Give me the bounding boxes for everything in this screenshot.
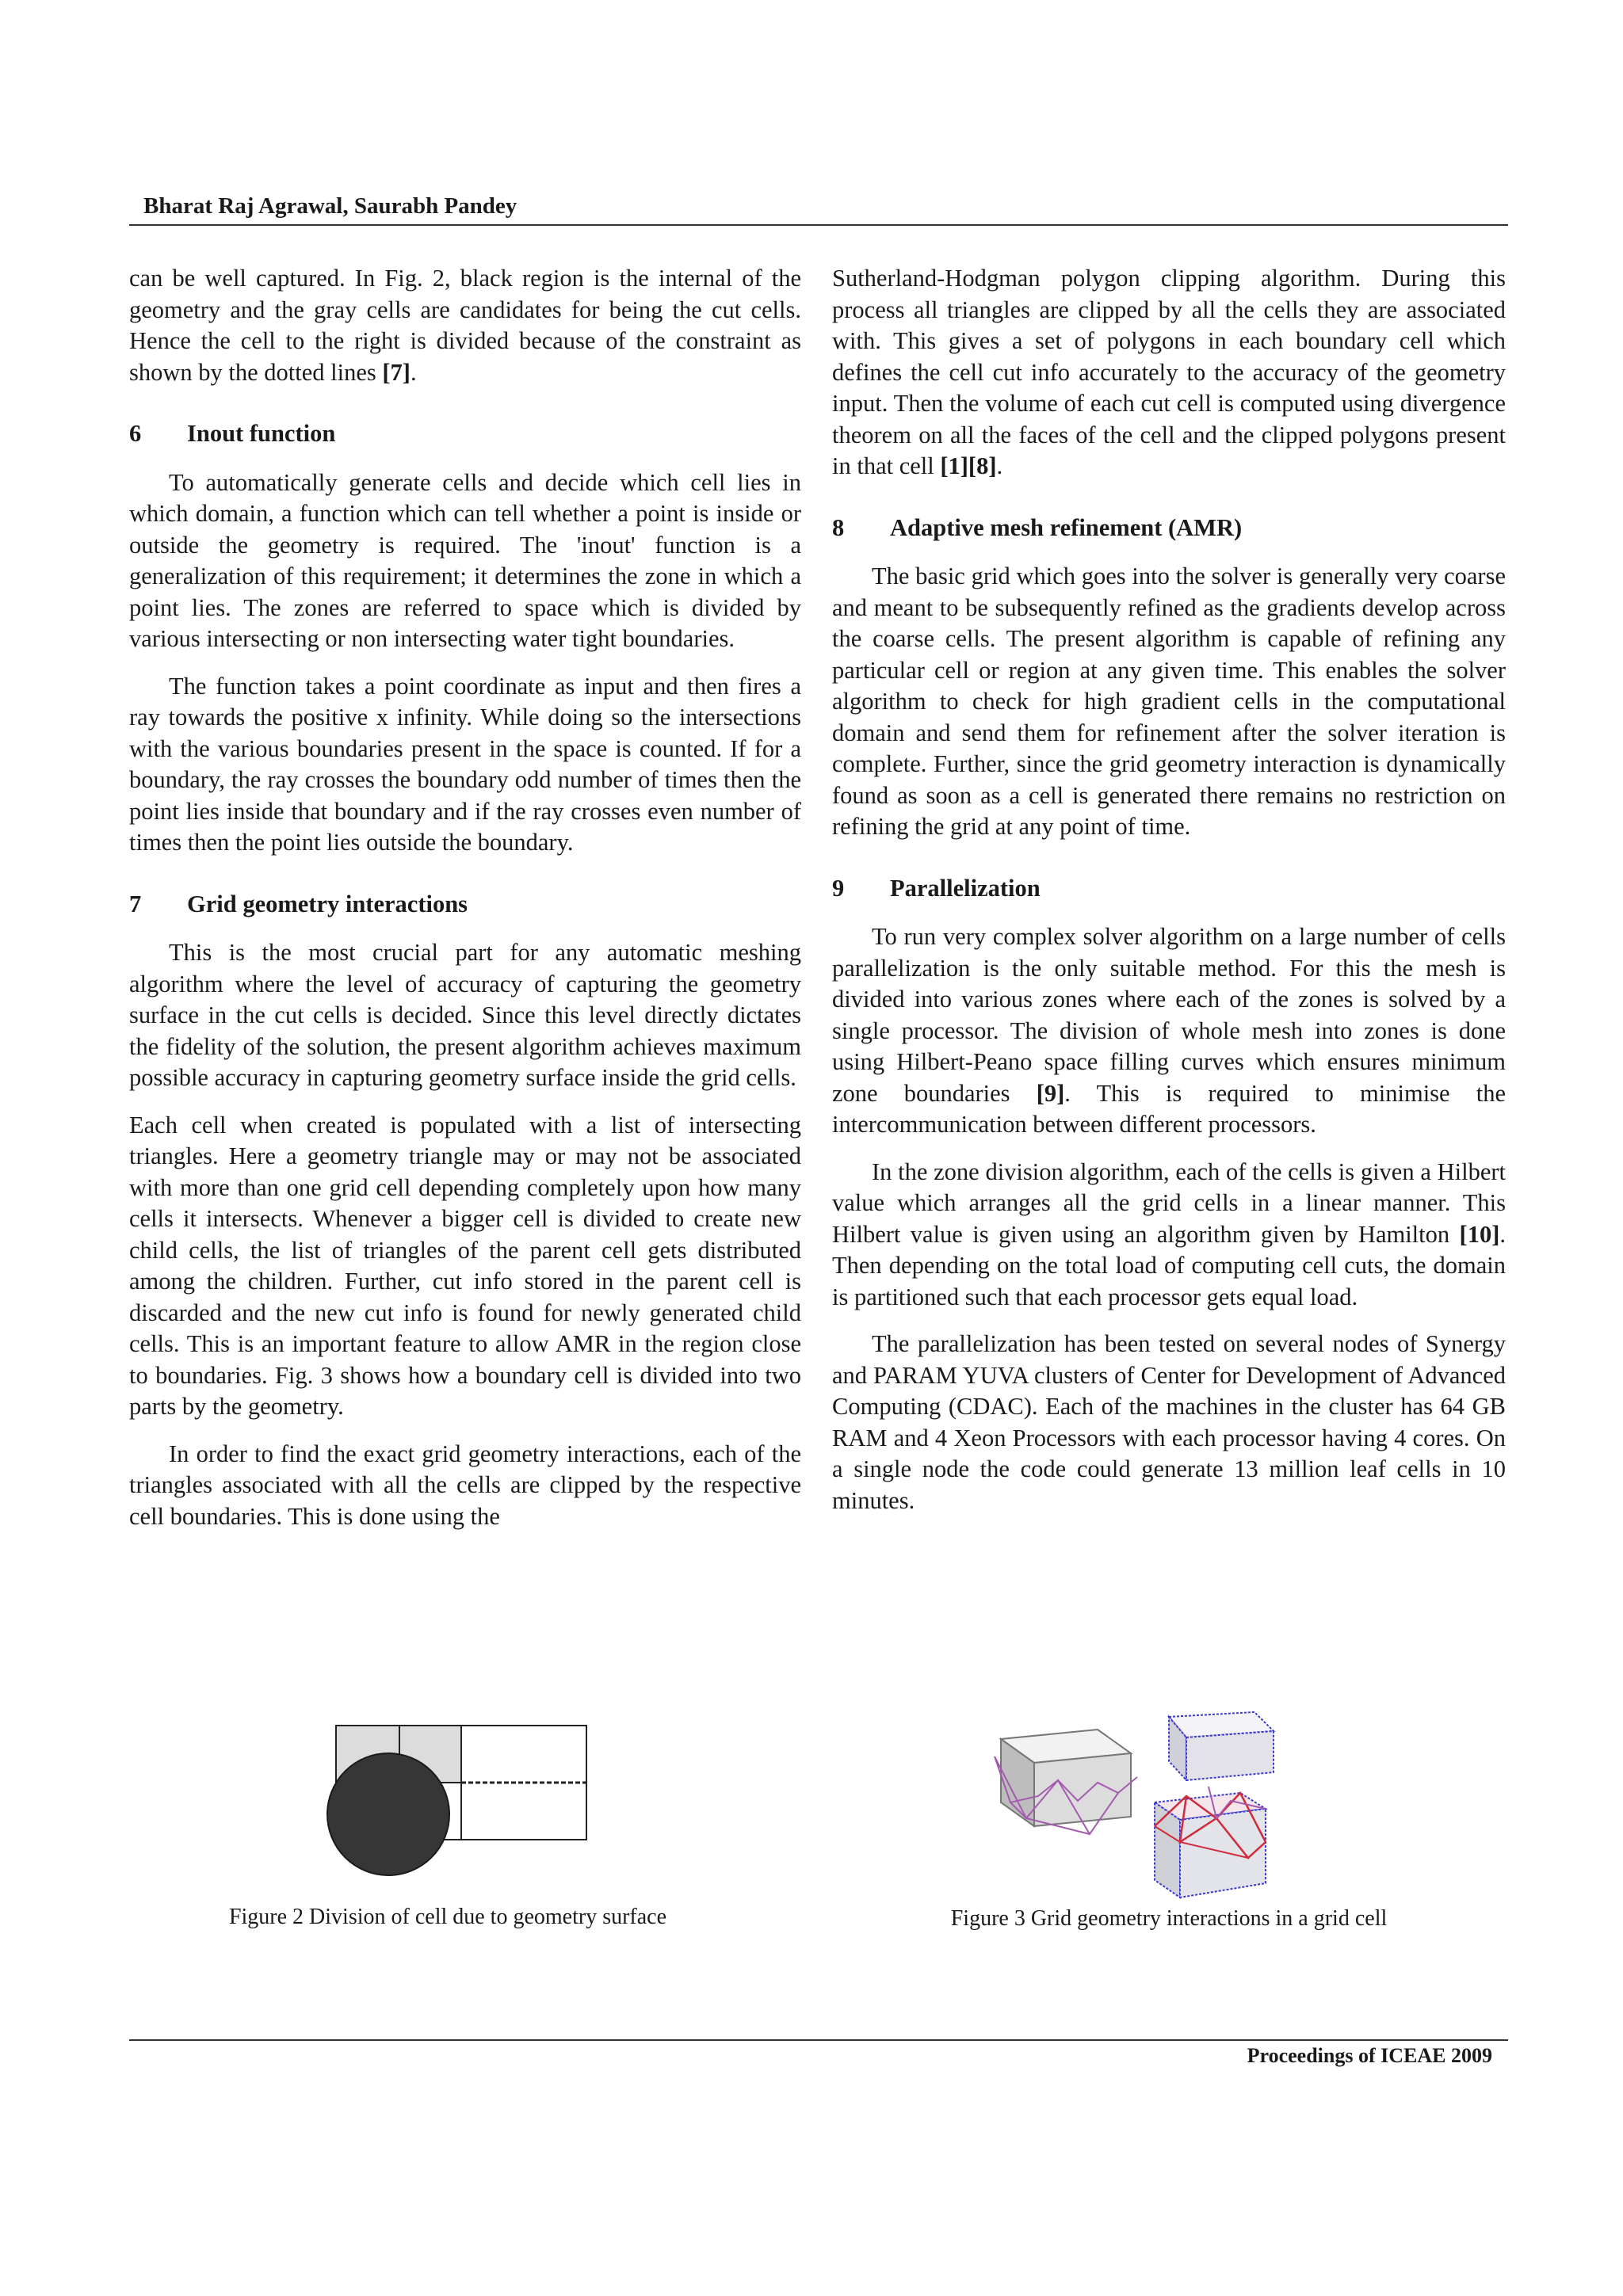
citation: [7] xyxy=(382,358,411,386)
clipped-cell-bottom xyxy=(1155,1787,1266,1897)
boundary-cell-cube-left xyxy=(995,1730,1137,1834)
continuation-paragraph: Sutherland-Hodgman polygon clipping algorithm. During this process all triangles are clipped by all the cells they are associated with. This gives a set of polygons in each boundary cell which defines the cell cut info accurately to the accuracy of the geometry input. Then the volume of each cut cell is computed using divergence theorem on all the faces of the cell and the clipped polygons present in that cell [1][8]. xyxy=(832,265,1506,479)
section-8-paragraph-1: The basic grid which goes into the solver is generally very coarse and meant to be subsequently refined as the gradients develop across the coarse cells. The present algorithm is capable of refining any particular cell or region at any given time. This enables the solver algorithm to check for high gradient cells in the computational domain and send them for refinement after the solver iteration is complete. Further, since the grid geometry interaction is dynamically found as soon as a cell is generated there remains no restriction on refining the grid at any point of time. xyxy=(832,563,1506,840)
section-7-heading: 7 Grid geometry interactions xyxy=(129,890,468,917)
section-6-heading: 6 Inout function xyxy=(129,420,336,447)
figure-2-diagram xyxy=(301,1719,594,1901)
section-9-paragraph-2: In the zone division algorithm, each of the cells is given a Hilbert value which arranges all the grid cells in a linear manner. This Hilbert value is given using an algorithm given by Hamilton [10]. Then depending on the total load of computing cell cuts, the domain is partitioned such that each processor gets equal load. xyxy=(832,1158,1506,1310)
section-7-paragraph-3: In order to find the exact grid geometry interactions, each of the triangles associated with all the cells are clipped by the respective cell boundaries. This is done using the xyxy=(129,1440,801,1530)
section-6-paragraph-1: To automatically generate cells and decide which cell lies in which domain, a function which can tell whether a point is inside or outside the geometry is required. The 'inout' function is a generalization of this requirement; it determines the zone in which a point lies. The zones are referred to space which is divided by various intersecting or non intersecting water tight boundaries. xyxy=(129,468,801,652)
section-6-paragraph-2: The function takes a point coordinate as input and then fires a ray towards the positive x infinity. While doing so the intersections with the various boundaries present in the space is counted. If for a boundary, the ray crosses the boundary odd number of times then the point lies inside that boundary and if the ray crosses even number of times then the point lies outside the boundary. xyxy=(129,672,801,856)
running-footer: Proceedings of ICEAE 2009 xyxy=(1247,2044,1492,2067)
figure-3-diagram xyxy=(979,1707,1351,1905)
citation: [10] xyxy=(1459,1220,1500,1248)
citation: [9] xyxy=(1036,1079,1065,1107)
right-column xyxy=(832,263,1506,1516)
figure-2-caption: Figure 2 Division of cell due to geometry surface xyxy=(228,1905,667,1929)
footer-rule xyxy=(129,2039,1508,2041)
section-9-paragraph-1: To run very complex solver algorithm on a large number of cells parallelization is the only suitable method. For this the mesh is divided into various zones where each of the zones is solved by a single processor. The division of whole mesh into zones is done using Hilbert-Peano space filling curves which ensures minimum zone boundaries [9]. This is required to minimise the intercommunication between different processors. xyxy=(832,923,1506,1138)
geometry-circle xyxy=(327,1753,449,1875)
clipped-cell-top xyxy=(1169,1712,1274,1780)
running-header: Bharat Raj Agrawal, Saurabh Pandey xyxy=(143,193,517,219)
section-9-heading: 9 Parallelization xyxy=(832,874,1041,902)
header-rule xyxy=(129,224,1508,226)
section-8-heading: 8 Adaptive mesh refinement (AMR) xyxy=(832,513,1243,541)
citation: [1][8] xyxy=(940,452,997,479)
intro-paragraph: can be well captured. In Fig. 2, black region is the internal of the geometry and the gray cells are candidates for being the cut cells. Hence the cell to the right is divided because of the constraint as shown by the dotted lines [7]. xyxy=(129,265,801,386)
section-7-paragraph-2: Each cell when created is populated with a list of intersecting triangles. Here a geometry triangle may or may not be associated with more than one grid cell depending completely upon how many cells it intersects. Whenever a bigger cell is divided to create new child cells, the list of triangles of the parent cell gets distributed among the children. Further, cut info stored in the parent cell is discarded and the new cut info is found for newly generated child cells. This is an important feature to allow AMR in the region close to boundaries. Fig. 3 shows how a boundary cell is divided into two parts by the geometry. xyxy=(129,1111,801,1420)
section-7-paragraph-1: This is the most crucial part for any automatic meshing algorithm where the level of accuracy of capturing the geometry surface in the cut cells is decided. Since this level directly dictates the fidelity of the solution, the present algorithm achieves maximum possible accuracy in capturing geometry surface inside the grid cells. xyxy=(129,939,801,1091)
section-9-paragraph-3: The parallelization has been tested on several nodes of Synergy and PARAM YUVA clusters of Center for Development of Advanced Computing (CDAC). Each of the machines in the cluster has 64 GB RAM and 4 Xeon Processors with each processor having 4 cores. On a single node the code could generate 13 million leaf cells in 10 minutes. xyxy=(832,1330,1506,1514)
left-column xyxy=(129,263,801,1532)
figure-3-caption: Figure 3 Grid geometry interactions in a grid cell xyxy=(950,1906,1388,1931)
